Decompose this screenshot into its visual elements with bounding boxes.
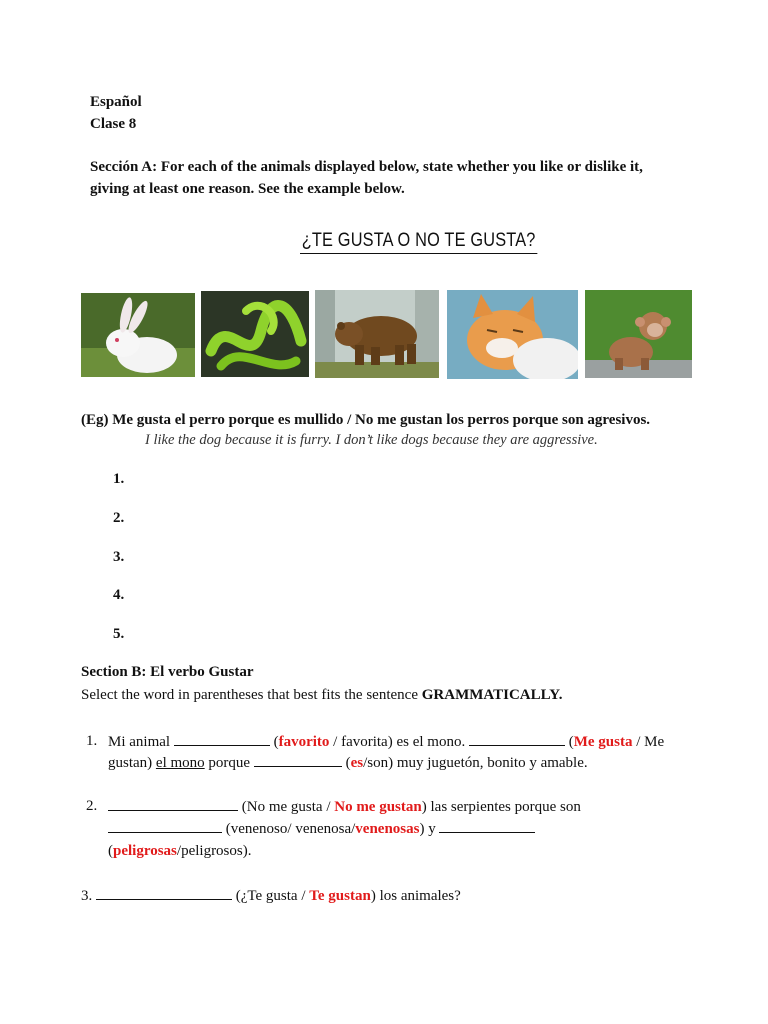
q1-text: ( [269,734,279,750]
instruction-emphasis: GRAMMATICALLY. [421,687,563,703]
q1-answer: es [350,755,364,771]
answer-number: 5. [113,626,125,642]
example-english: I like the dog because it is furry. I don’t like dogs because they are aggressive. [145,432,598,448]
section-a-instruction-line1: Sección A: For each of the animals displayed below, state whether you like or dislike it, [90,159,643,175]
cat-image [447,290,578,379]
q2-text: (No me gusta / [238,799,335,815]
q1-text: porque [204,755,254,771]
q3-text: ) los animales? [370,888,461,904]
answer-blank[interactable] [96,887,232,900]
subject-heading: Español [90,94,142,110]
rabbit-icon [81,293,195,377]
monkey-image [585,290,692,378]
q1-text: Mi animal [108,734,174,750]
class-heading: Clase 8 [90,116,137,132]
answer-blank[interactable] [469,733,565,746]
worksheet-title: ¿TE GUSTA O NO TE GUSTA? [300,230,537,254]
answer-blank[interactable] [254,754,342,767]
question-1-line2 [108,754,588,772]
answer-blank[interactable] [108,820,222,833]
answer-blank[interactable] [174,733,270,746]
snake-icon [201,291,309,377]
bear-icon [315,290,439,378]
q1-text: / Me [632,734,665,750]
answer-number: 1. [113,471,125,487]
question-1-line1 [108,733,664,751]
answer-number: 3. [113,549,125,565]
q1-text: gustan) [108,755,156,771]
q2-text: /peligrosos). [176,843,252,859]
q2-text: ( [108,843,113,859]
q2-text: ) y [419,821,440,837]
q1-text: ( [564,734,574,750]
q1-text: ( [341,755,351,771]
q1-text: / favorita) es el mono. [329,734,469,750]
cat-icon [447,290,578,379]
section-b-instruction [81,687,562,704]
question-2-number: 2. [86,798,98,814]
bear-image [315,290,439,378]
section-b-title: Section B: El verbo Gustar [81,664,254,680]
answer-blank[interactable] [439,820,535,833]
instruction-text: Select the word in parentheses that best fits the sentence [81,687,422,703]
q1-underlined-text: el mono [155,755,205,771]
question-3-number: 3. [81,888,96,904]
example-spanish: (Eg) Me gusta el perro porque es mullido / No me gustan los perros porque son agresivos. [81,412,651,428]
q1-answer: favorito [278,734,330,750]
question-2-line1 [108,798,581,816]
q2-answer: venenosas [355,821,420,837]
q2-answer: peligrosas [113,843,177,859]
question-2-line3 [108,843,251,860]
q1-text: /son) muy juguetón, bonito y amable. [363,755,588,771]
answer-number: 4. [113,587,125,603]
q2-answer: No me gustan [334,799,422,815]
rabbit-image [81,293,195,377]
q2-text: (venenoso/ venenosa/ [222,821,356,837]
answer-blank[interactable] [108,798,238,811]
question-2-line2 [108,820,535,838]
monkey-icon [585,290,692,378]
question-1-number: 1. [86,733,98,749]
q1-answer: Me gusta [573,734,633,750]
q3-text: (¿Te gusta / [232,888,310,904]
section-a-instruction-line2: giving at least one reason. See the example below. [90,181,405,197]
answer-number: 2. [113,510,125,526]
snake-image [201,291,309,377]
q2-text: ) las serpientes porque son [421,799,581,815]
question-3 [81,887,461,905]
q3-answer: Te gustan [309,888,371,904]
